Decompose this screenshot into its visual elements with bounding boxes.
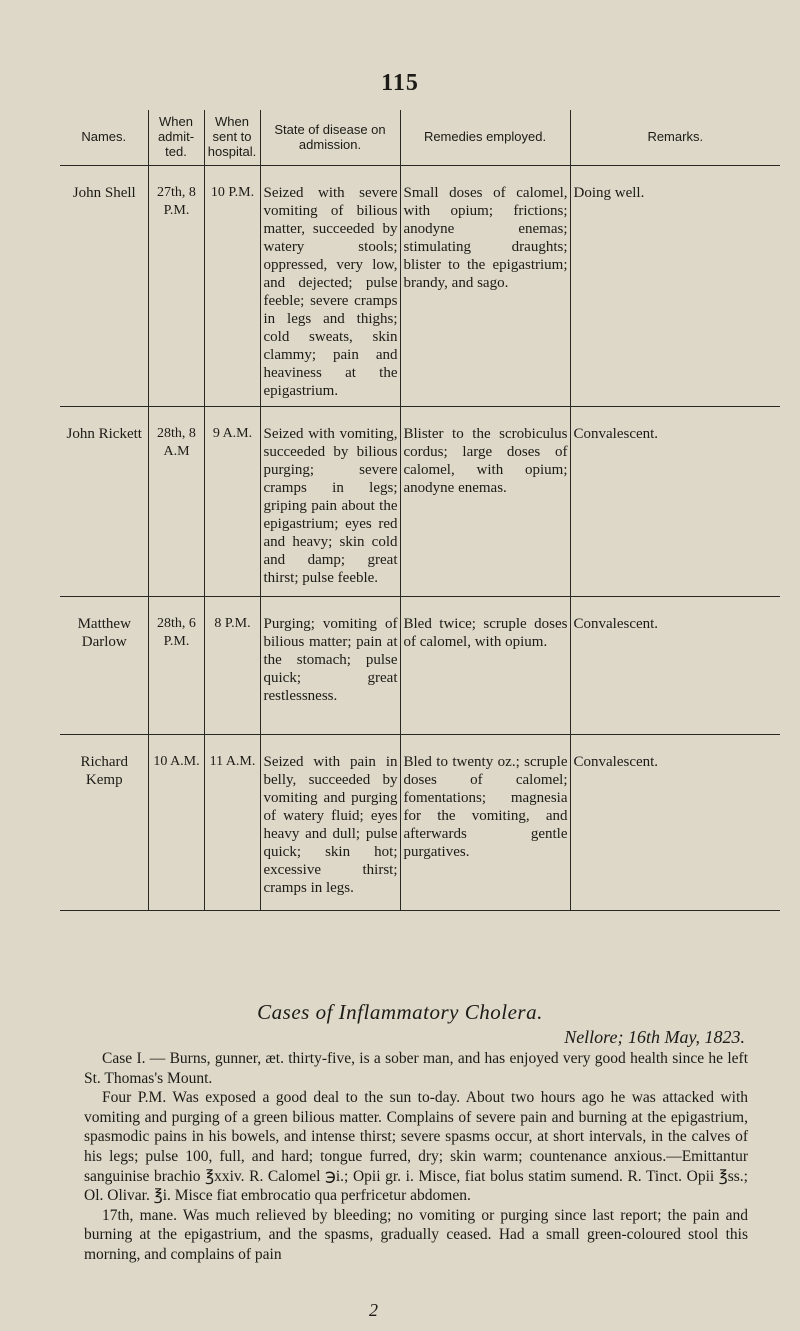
page-number: 115 [381, 70, 419, 96]
cell-admitted: 28th, 6 P.M. [148, 597, 204, 735]
cell-sent: 9 A.M. [204, 407, 260, 597]
signature-mark: 2 [369, 1300, 378, 1320]
header-remarks: Remarks. [570, 110, 780, 166]
header-names: Names. [60, 110, 148, 166]
case-paragraph: Case I. — Burns, gunner, æt. thirty-five, is a sober man, and has enjoyed very good health since he left St. Thomas's Mount. [84, 1050, 748, 1087]
case-paragraph: Four P.M. Was exposed a good deal to the sun to-day. About two hours ago he was attacked with vomiting and purging of a green bilious matter. Complains of severe pain and burning at the epigastrium, spasmodic pains in his bowels, and intense thirst; severe spasms occur, at short intervals, in the calves of his legs; pulse 100, full, and hard; tongue furred, dry; skin warm; countenance anxious.—Emittantur sanguinise brachio ℥xxiv. R. Calomel ℈i.; Opii gr. i. Misce, fiat bolus statim sumend. R. Tinct. Opii ℥ss.; Ol. Olivar. ℥i. Misce fiat embrocatio qua perfricetur abdomen. [84, 1089, 748, 1205]
cell-remarks: Convalescent. [570, 597, 780, 735]
table-header-row [60, 110, 780, 166]
cell-name: Matthew Darlow [60, 597, 148, 735]
cell-state: Purging; vomiting of bilious matter; pain at the stomach; pulse quick; great restlessness. [260, 597, 400, 735]
table-row [60, 407, 780, 597]
header-sent: When sent to hospital. [204, 110, 260, 166]
header-remedies: Remedies employed. [400, 110, 570, 166]
cell-sent: 10 P.M. [204, 166, 260, 407]
cell-remedies: Small doses of calomel, with opium; frictions; anodyne enemas; stimulating draughts; blister to the epigastrium; brandy, and sago. [400, 166, 570, 407]
table-row [60, 166, 780, 407]
case-paragraph: 17th, mane. Was much relieved by bleeding; no vomiting or purging since last report; the pain and burning at the epigastrium, and the spasms, gradually ceased. Had a small green-coloured stool this morning, and complains of pain [84, 1206, 748, 1263]
cases-table [60, 110, 780, 911]
table-row [60, 597, 780, 735]
section-heading: Cases of Inflammatory Cholera. [257, 1000, 543, 1024]
place-date: Nellore; 16th May, 1823. [564, 1027, 745, 1047]
cell-admitted: 10 A.M. [148, 735, 204, 911]
header-admitted: When admit- ted. [148, 110, 204, 166]
cell-sent: 8 P.M. [204, 597, 260, 735]
cell-name: John Rickett [60, 407, 148, 597]
cell-remarks: Doing well. [570, 166, 780, 407]
cell-admitted: 28th, 8 A.M [148, 407, 204, 597]
cell-remarks: Convalescent. [570, 407, 780, 597]
cell-remarks: Convalescent. [570, 735, 780, 911]
cell-state: Seized with severe vomiting of bilious matter, succeeded by watery stools; oppressed, very low, and dejected; pulse feeble; severe cramps in legs and thighs; cold sweats, skin clammy; pain and heaviness at the epigastrium. [260, 166, 400, 407]
header-state: State of disease on admission. [260, 110, 400, 166]
case-text [84, 1049, 748, 1265]
cell-remedies: Blister to the scrobiculus cordus; large doses of calomel, with opium; anodyne enemas. [400, 407, 570, 597]
cell-remedies: Bled twice; scruple doses of calomel, with opium. [400, 597, 570, 735]
cell-state: Seized with vomiting, succeeded by bilious purging; severe cramps in legs; griping pain about the epigastrium; eyes red and heavy; skin cold and damp; great thirst; pulse feeble. [260, 407, 400, 597]
cell-sent: 11 A.M. [204, 735, 260, 911]
cell-name: John Shell [60, 166, 148, 407]
cell-admitted: 27th, 8 P.M. [148, 166, 204, 407]
table-row [60, 735, 780, 911]
cell-name: Richard Kemp [60, 735, 148, 911]
cell-state: Seized with pain in belly, succeeded by vomiting and purging of watery fluid; eyes heavy and dull; pulse quick; skin hot; excessive thirst; cramps in legs. [260, 735, 400, 911]
cell-remedies: Bled to twenty oz.; scruple doses of calomel; fomentations; magnesia for the vomiting, and afterwards gentle purgatives. [400, 735, 570, 911]
